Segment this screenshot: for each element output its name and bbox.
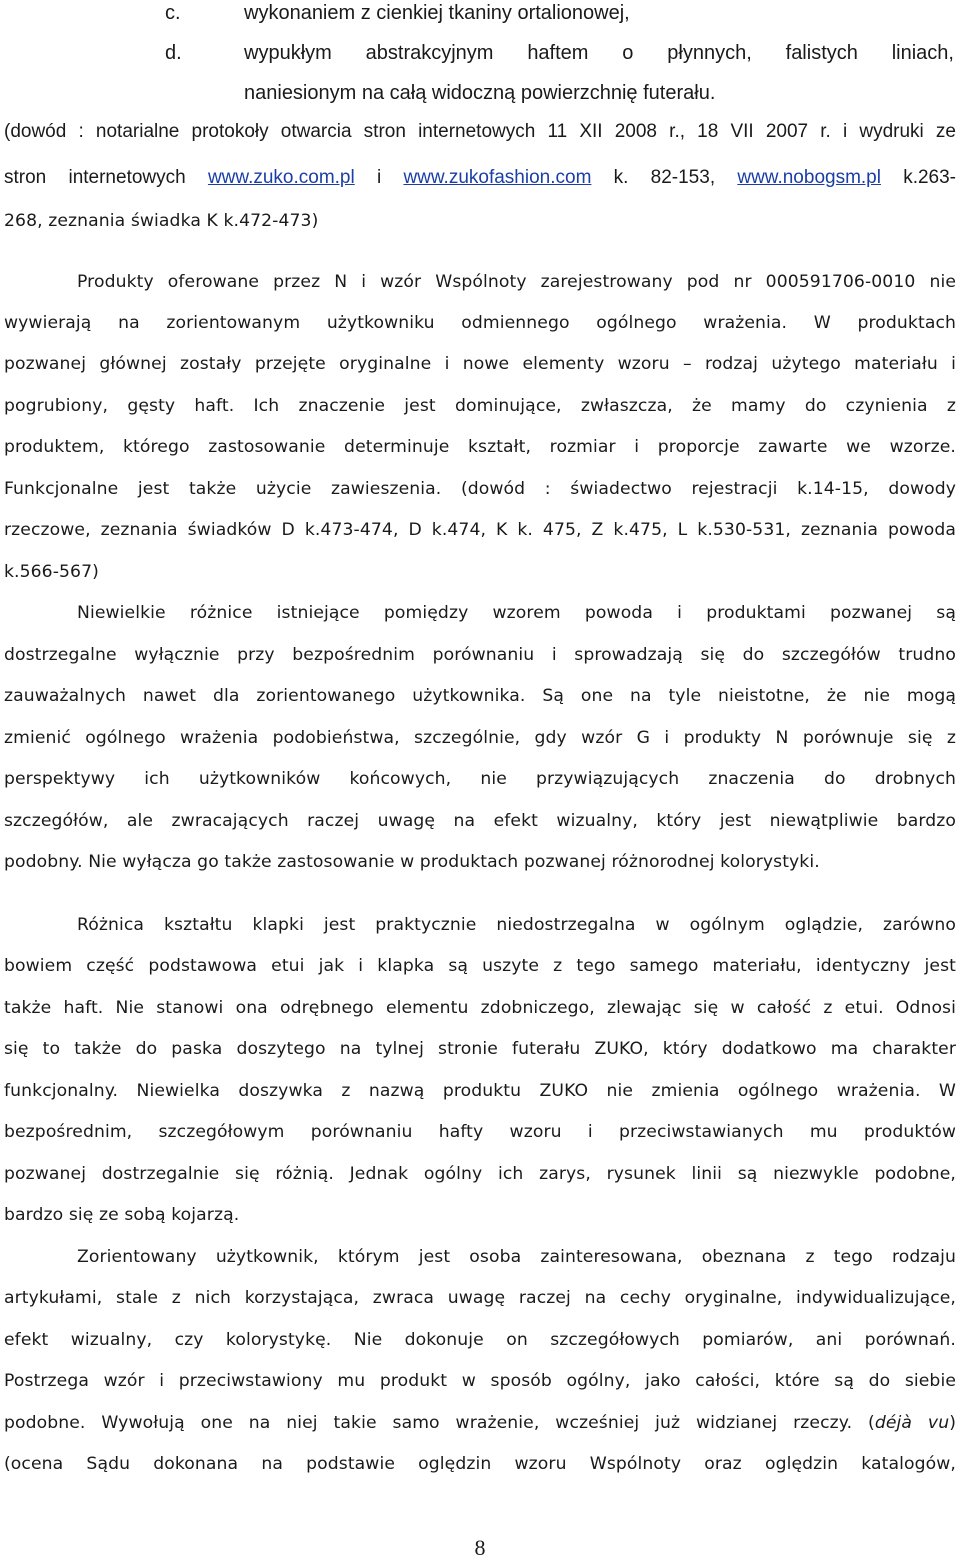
evidence-connector: i <box>354 167 404 188</box>
paragraph-4-line-5 <box>4 1402 956 1444</box>
evidence-line-2-suffix: k.263- <box>880 167 956 188</box>
paragraph-1-line: Produkty oferowane przez N i wzór Wspólnoty zarejestrowany pod nr 000591706-0010 nie <box>77 272 956 292</box>
paragraph-1-line: Funkcjonalne jest także użycie zawieszenia. (dowód : świadectwo rejestracji k.14-15, dowody <box>4 479 956 499</box>
paragraph-4-line-6: (ocena Sądu dokonana na podstawie oględzin wzoru Wspólnoty oraz oględzin katalogów, <box>4 1454 956 1474</box>
paragraph-2-line: Niewielkie różnice istniejące pomiędzy wzorem powoda i produktami pozwanej są <box>77 603 956 623</box>
paragraph-2-line: zmienić ogólnego wrażenia podobieństwa, szczególnie, gdy wzór G i produkty N porównuje się z <box>4 728 956 748</box>
paragraph-1-line: k.566-567) <box>4 562 99 582</box>
paragraph-3-line: funkcjonalny. Niewielka doszywka z nazwą produktu ZUKO nie zmienia ogólnego wrażenia. W <box>4 1081 956 1101</box>
paragraph-3-line: bardzo się ze sobą kojarzą. <box>4 1205 240 1225</box>
link-zukofashion-com[interactable]: www.zukofashion.com <box>403 167 592 188</box>
paragraph-3-line: pozwanej dostrzegalnie się różnią. Jednak ogólny ich zarys, rysunek linii są niezwykle podobne, <box>4 1164 956 1184</box>
paragraph-1-line: pogrubiony, gęsty haft. Ich znaczenie jest dominujące, zwłaszcza, że mamy do czynienia z <box>4 396 956 416</box>
paragraph-3-line: się to także do paska doszytego na tylnej stronie futerału ZUKO, który dodatkowo ma charakter <box>4 1039 956 1059</box>
link-nobogsm-pl[interactable]: www.nobogsm.pl <box>737 167 881 188</box>
paragraph-4-line: artykułami, stale z nich korzystająca, zwraca uwagę raczej na cechy oryginalne, indywidualizujące, <box>4 1288 956 1308</box>
paragraph-3-line: bowiem część podstawowa etui jak i klapka są uszyte z tego samego materiału, identyczny jest <box>4 956 956 976</box>
paragraph-4-line-5-suffix: ) <box>949 1413 956 1433</box>
paragraph-1-line: produktem, którego zastosowanie determinuje kształt, rozmiar i proporcje zawarte we wzorze. <box>4 437 956 457</box>
paragraph-2-line: podobny. Nie wyłącza go także zastosowanie w produktach pozwanej różnorodnej kolorystyki. <box>4 852 820 872</box>
link-zuko-com-pl[interactable]: www.zuko.com.pl <box>207 167 355 188</box>
paragraph-1-line: wywierają na zorientowanym użytkowniku odmiennego ogólnego wrażenia. W produktach <box>4 313 956 333</box>
evidence-line-2-prefix: stron internetowych <box>4 167 208 188</box>
list-text-d-line-1: wypukłym abstrakcyjnym haftem o płynnych, falistych liniach, <box>244 42 954 64</box>
paragraph-4-line: efekt wizualny, czy kolorystykę. Nie dokonuje on szczegółowych pomiarów, ani porównań. <box>4 1330 956 1350</box>
evidence-line-2 <box>4 158 956 198</box>
page-number: 8 <box>474 1535 486 1560</box>
list-text-c: wykonaniem z cienkiej tkaniny ortalionowej, <box>244 2 630 24</box>
paragraph-1-line: pozwanej głównej zostały przejęte oryginalne i nowe elementy wzoru – rodzaj użytego materiału i <box>4 354 956 374</box>
paragraph-3-line: także haft. Nie stanowi ona odrębnego elementu zdobniczego, zlewając się w całość z etui. Odnosi <box>4 998 956 1018</box>
paragraph-2-line: perspektywy ich użytkowników końcowych, nie przywiązujących znaczenia do drobnych <box>4 769 956 789</box>
evidence-line-1: (dowód : notarialne protokoły otwarcia stron internetowych 11 XII 2008 r., 18 VII 2007 r. i wydruki ze <box>4 121 956 142</box>
paragraph-4-line: Postrzega wzór i przeciwstawiony mu produkt w sposób ogólny, jako całości, które są do siebie <box>4 1371 956 1391</box>
paragraph-2-line: dostrzegalne wyłącznie przy bezpośrednim porównaniu i sprowadzają się do szczegółów trudno <box>4 645 956 665</box>
list-marker-d: d. <box>165 42 182 64</box>
paragraph-3-line: bezpośrednim, szczegółowym porównaniu hafty wzoru i przeciwstawianych mu produktów <box>4 1122 956 1142</box>
paragraph-3-line: Różnica kształtu klapki jest praktycznie niedostrzegalna w ogólnym oglądzie, zarówno <box>77 915 956 935</box>
paragraph-4-line: Zorientowany użytkownik, którym jest osoba zainteresowana, obeznana z tego rodzaju <box>77 1247 956 1267</box>
evidence-middle: k. 82-153, <box>591 167 738 188</box>
paragraph-2-line: zauważalnych nawet dla zorientowanego użytkownika. Są one na tyle nieistotne, że nie mogą <box>4 686 956 706</box>
list-marker-c: c. <box>165 2 181 24</box>
paragraph-2-line: szczegółów, ale zwracających raczej uwagę na efekt wizualny, który jest niewątpliwie bardzo <box>4 811 956 831</box>
paragraph-4-line-5-prefix: podobne. Wywołują one na niej takie samo wrażenie, wcześniej już widzianej rzeczy. ( <box>4 1413 875 1433</box>
paragraph-1-line: rzeczowe, zeznania świadków D k.473-474, D k.474, K k. 475, Z k.475, L k.530-531, zeznania powoda <box>4 520 956 540</box>
evidence-line-3: 268, zeznania świadka K k.472-473) <box>4 211 319 231</box>
italic-phrase: déjà vu <box>874 1413 950 1433</box>
list-text-d-line-2: naniesionym na całą widoczną powierzchnię futerału. <box>244 82 716 104</box>
